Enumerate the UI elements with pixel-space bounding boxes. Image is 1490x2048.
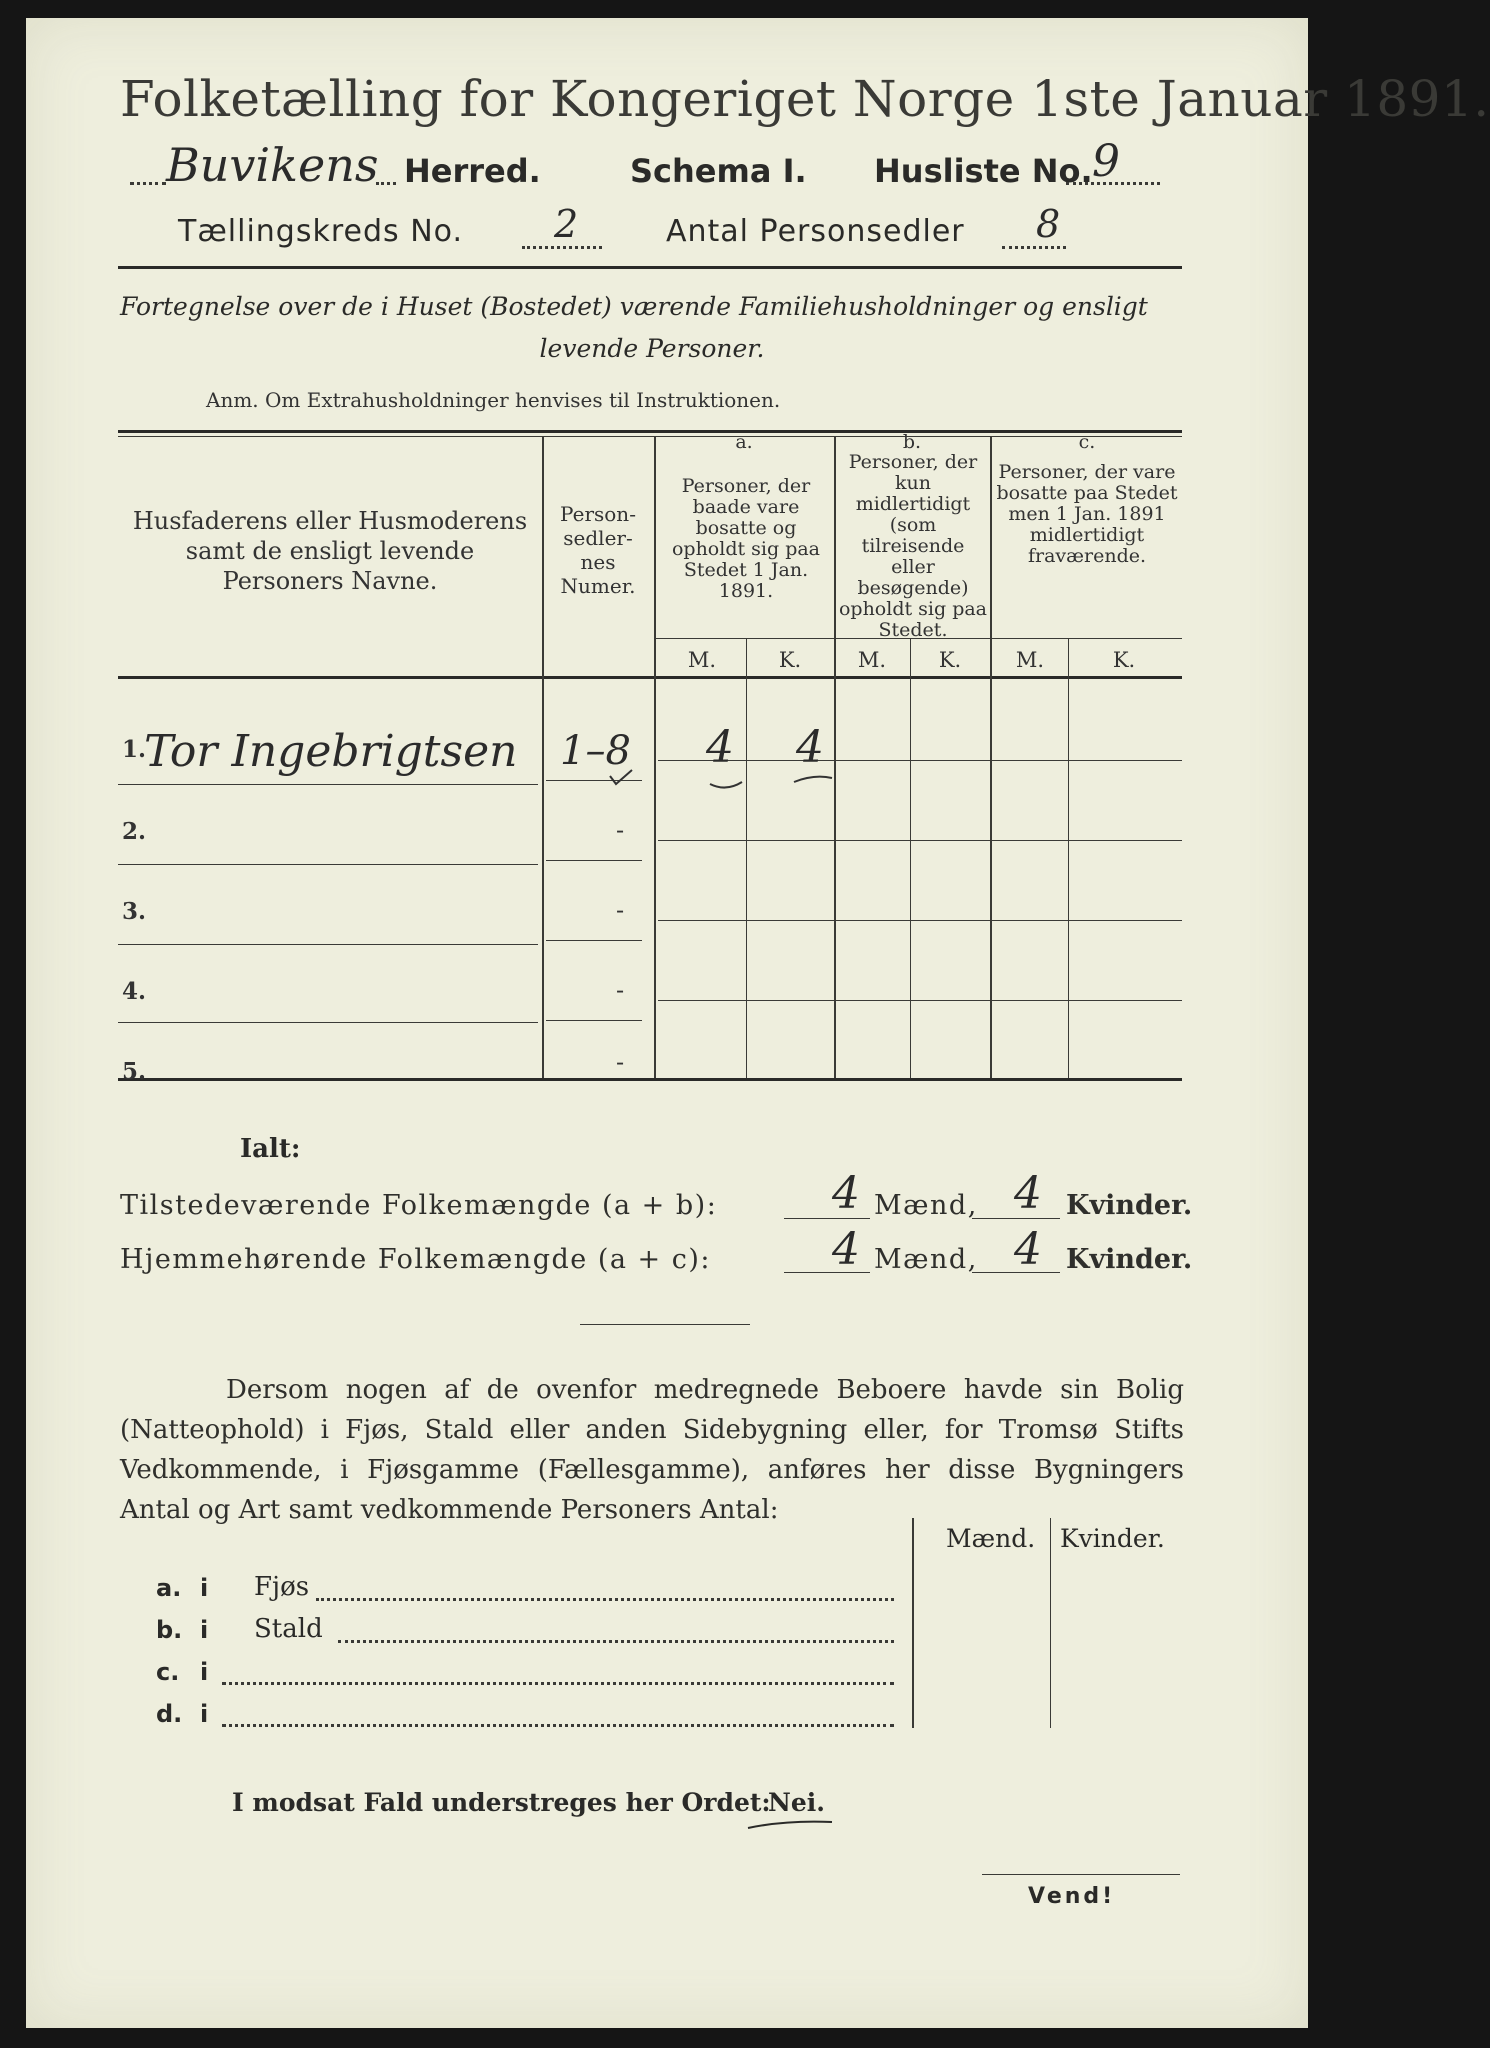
col-divider-1 [542,436,544,1078]
col-b-letter: b. [902,431,922,453]
buildings-paragraph: Dersom nogen af de ovenfor medregnede Beboere havde sin Bolig (Natteophold) i Fjøs, Stald eller anden Sidebygning eller, for Tromsø Stifts Vedkommende, i Fjøsgamme (Fællesgamme), anføres her disse Bygningers Antal og Art samt vedkommende Personers Antal: [120,1375,1184,1525]
total-2-kvinder: Kvinder. [1066,1244,1193,1275]
col-a-m: M. [687,648,717,672]
antal-value: 8 [1036,202,1061,246]
kreds-label: Tællingskreds No. [178,214,463,249]
row-1-a-k-tick [790,770,836,790]
section-divider [580,1324,750,1325]
total-2-label: Hjemmehørende Folkemængde (a + c): [120,1244,711,1275]
num-rule-4 [546,1020,642,1021]
col-a-k: K. [778,648,802,672]
col-header-c: Personer, der vare bosatte paa Stedet men 1 Jan. 1891 midlertidigt fraværende. [996,461,1178,567]
total-2-k: 4 [1014,1224,1042,1275]
table-header-rule [118,676,1182,679]
intro-line2: levende Personer. [539,334,765,363]
total-1-k: 4 [1014,1168,1042,1219]
row-5-number: 5. [122,1058,147,1085]
row-rule-2 [118,864,538,865]
herred-dots-left [130,182,166,185]
total-2-m: 4 [832,1224,860,1275]
row-1-number: 1. [122,736,147,763]
row-1-name: Tor Ingebrigtsen [144,726,518,777]
building-a-i: i [200,1574,209,1602]
antal-dots [1002,246,1066,249]
vend-rule [982,1874,1180,1875]
building-c-i: i [200,1658,209,1686]
form-title: Folketælling for Kongeriget Norge 1ste Januar 1891. [120,70,1490,128]
row-1-a-m-tick [706,774,746,794]
total-2-m-line [784,1272,870,1273]
intro-line1: Fortegnelse over de i Huset (Bostedet) værende Familiehusholdninger og ensligt [120,292,1148,321]
col-b-m: M. [857,648,887,672]
row-4-num: - [616,976,625,1004]
total-1-maend: Mænd, [874,1190,978,1221]
husliste-dots [1066,182,1160,185]
herred-dots-right [376,182,396,185]
total-1-m: 4 [832,1168,860,1219]
col-c-m: M. [1015,648,1045,672]
building-a-letter: a. [156,1574,182,1602]
total-1-k-line [972,1218,1060,1219]
herred-value: Buvikens [166,138,379,192]
modsat-underline [746,1816,836,1832]
header-rule [118,266,1182,269]
herred-label: Herred. [404,152,541,190]
modsat-prefix: I modsat Fald understreges her Ordet: [232,1788,771,1817]
husliste-label: Husliste No. [874,152,1093,190]
col-divider-b-mk [910,638,911,1078]
building-b-letter: b. [156,1616,183,1644]
building-b-label: Stald [254,1614,323,1644]
total-2-maend: Mænd, [874,1244,978,1275]
kreds-dots [522,246,602,249]
building-b-dots [338,1640,894,1643]
row-2-num: - [616,816,625,844]
col-divider-2 [654,436,656,1078]
row-rule-1 [118,784,538,785]
husliste-value: 9 [1092,136,1120,187]
modsat-word: Nei. [768,1788,825,1817]
anm-note: Anm. Om Extrahusholdninger henvises til Instruktionen. [206,388,781,412]
row-1-checkmark [606,766,636,790]
col-header-name: Husfaderens eller Husmoderens samt de ensligt levende Personers Navne. [132,507,528,595]
num-rule-3 [546,940,642,941]
building-a-label: Fjøs [254,1572,310,1602]
building-c-dots [222,1682,894,1685]
buildings-col-maend: Mænd. [946,1524,1036,1553]
num-rule-2 [546,860,642,861]
data-rule-4 [658,1000,1182,1001]
row-2-number: 2. [122,818,147,845]
row-rule-3 [118,944,538,945]
col-divider-c-mk [1068,638,1069,1078]
col-header-a: Personer, der baade vare bosatte og opholdt sig paa Stedet 1 Jan. 1891. [671,475,821,602]
col-c-letter: c. [1078,431,1096,453]
col-a-letter: a. [735,431,753,453]
building-c-letter: c. [156,1658,180,1686]
building-d-dots [222,1724,894,1727]
col-divider-4 [990,436,992,1078]
row-1-a-m: 4 [706,722,734,773]
data-rule-3 [658,920,1182,921]
total-2-k-line [972,1272,1060,1273]
col-divider-3 [834,436,836,1078]
row-rule-4 [118,1022,538,1023]
col-b-k: K. [938,648,962,672]
row-5-num: - [616,1048,625,1076]
ialt-label: Ialt: [240,1134,301,1164]
kreds-value: 2 [554,202,579,246]
row-1-num: 1–8 [560,728,631,774]
antal-label: Antal Personsedler [666,214,965,249]
row-4-number: 4. [122,978,147,1005]
building-d-i: i [200,1700,209,1728]
row-3-num: - [616,896,625,924]
buildings-col-kvinder: Kvinder. [1060,1524,1165,1553]
row-1-a-k: 4 [796,722,824,773]
data-rule-1 [658,760,1182,761]
data-rule-2 [658,840,1182,841]
vend-label: Vend! [1028,1884,1116,1909]
row-3-number: 3. [122,898,147,925]
schema-label: Schema I. [630,152,807,190]
col-c-k: K. [1112,648,1136,672]
col-header-num: Person-sedler-nes Numer. [560,502,636,598]
buildings-col-divider-1 [912,1518,914,1728]
building-b-i: i [200,1616,209,1644]
col-header-b: Personer, der kun midlertidigt (som tilreisende eller besøgende) opholdt sig paa Stedet. [838,451,988,641]
total-1-m-line [784,1218,870,1219]
buildings-col-divider-2 [1050,1518,1051,1728]
table-bottom-rule [118,1078,1182,1081]
col-divider-a-mk [746,638,747,1078]
building-a-dots [316,1598,894,1601]
total-1-kvinder: Kvinder. [1066,1190,1193,1221]
total-1-label: Tilstedeværende Folkemængde (a + b): [120,1190,718,1221]
census-form-page [26,18,1490,2028]
building-d-letter: d. [156,1700,183,1728]
